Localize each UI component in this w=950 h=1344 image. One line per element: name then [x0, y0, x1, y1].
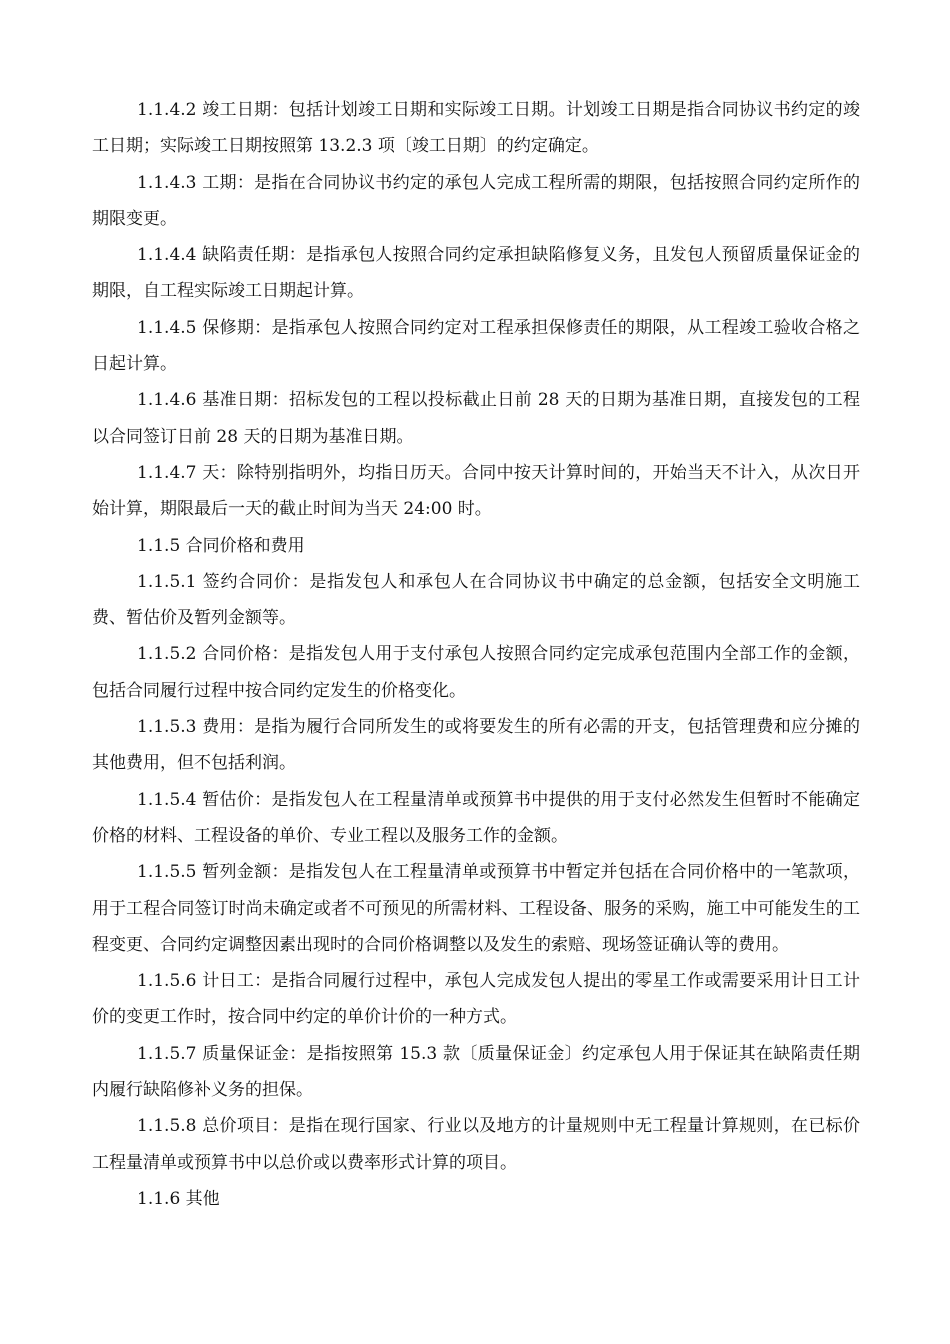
clause-1-1-5-4: 1.1.5.4 暂估价：是指发包人在工程量清单或预算书中提供的用于支付必然发生但暂时不能确定价格的材料、工程设备的单价、专业工程以及服务工作的金额。: [92, 789, 860, 846]
clause-1-1-4-4: 1.1.4.4 缺陷责任期：是指承包人按照合同约定承担缺陷修复义务，且发包人预留质量保证金的期限，自工程实际竣工日期起计算。: [92, 245, 860, 302]
clause-1-1-5-3: 1.1.5.3 费用：是指为履行合同所发生的或将要发生的所有必需的开支，包括管理费和应分摊的其他费用，但不包括利润。: [92, 717, 860, 774]
clause-1-1-4-7: 1.1.4.7 天：除特别指明外，均指日历天。合同中按天计算时间的，开始当天不计入，从次日开始计算，期限最后一天的截止时间为当天 24:00 时。: [92, 462, 860, 520]
clause-1-1-4-5: 1.1.4.5 保修期：是指承包人按照合同约定对工程承担保修责任的期限，从工程竣工验收合格之日起计算。: [92, 317, 860, 375]
clause-1-1-4-3: 1.1.4.3 工期：是指在合同协议书约定的承包人完成工程所需的期限，包括按照合同约定所作的期限变更。: [92, 172, 860, 229]
clause-1-1-5-8: 1.1.5.8 总价项目：是指在现行国家、行业以及地方的计量规则中无工程量计算规则，在已标价工程量清单或预算书中以总价或以费率形式计算的项目。: [92, 1116, 860, 1173]
clause-1-1-5-5: 1.1.5.5 暂列金额：是指发包人在工程量清单或预算书中暂定并包括在合同价格中的一笔款项，用于工程合同签订时尚未确定或者不可预见的所需材料、工程设备、服务的采购，施工中可能发生的工程变更、合同约定调整因素出现时的合同价格调整以及发生的索赔、现场签证确认等的费用。: [92, 862, 860, 955]
clause-1-1-4-6: 1.1.4.6 基准日期：招标发包的工程以投标截止日前 28 天的日期为基准日期，直接发包的工程以合同签订日前 28 天的日期为基准日期。: [92, 390, 860, 447]
clause-1-1-5-2: 1.1.5.2 合同价格：是指发包人用于支付承包人按照合同约定完成承包范围内全部工作的金额，包括合同履行过程中按合同约定发生的价格变化。: [92, 644, 860, 701]
clause-1-1-4-2: 1.1.4.2 竣工日期：包括计划竣工日期和实际竣工日期。计划竣工日期是指合同协议书约定的竣工日期；实际竣工日期按照第 13.2.3 项〔竣工日期〕的约定确定。: [92, 100, 860, 157]
section-heading-1-1-6: 1.1.6 其他: [137, 1188, 220, 1209]
document-page: [92, 92, 860, 1217]
section-heading-1-1-5: 1.1.5 合同价格和费用: [137, 535, 305, 556]
clause-1-1-5-1: 1.1.5.1 签约合同价：是指发包人和承包人在合同协议书中确定的总金额，包括安全文明施工费、暂估价及暂列金额等。: [92, 571, 860, 629]
clause-1-1-5-6: 1.1.5.6 计日工：是指合同履行过程中，承包人完成发包人提出的零星工作或需要采用计日工计价的变更工作时，按合同中约定的单价计价的一种方式。: [92, 971, 860, 1028]
clause-1-1-5-7: 1.1.5.7 质量保证金：是指按照第 15.3 款〔质量保证金〕约定承包人用于保证其在缺陷责任期内履行缺陷修补义务的担保。: [92, 1043, 860, 1101]
